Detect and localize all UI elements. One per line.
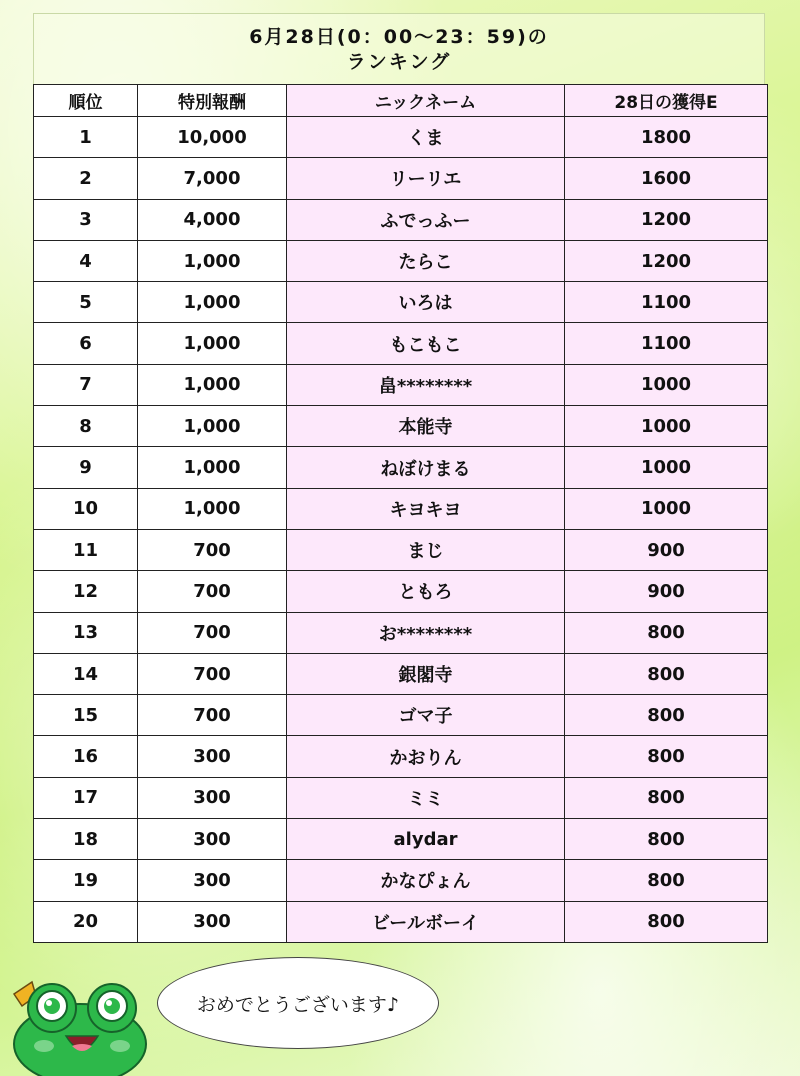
page-title: [33, 13, 765, 84]
rank-cell: 13: [34, 612, 138, 653]
table-row: [34, 736, 768, 777]
rank-cell: 4: [34, 240, 138, 281]
table-row: [34, 117, 768, 158]
table-row: [34, 860, 768, 901]
earned-cell: 800: [565, 612, 768, 653]
reward-cell: 4,000: [138, 199, 287, 240]
nickname-cell: まじ: [287, 529, 565, 570]
earned-cell: 1000: [565, 488, 768, 529]
header-reward: 特別報酬: [138, 85, 287, 117]
nickname-cell: ミミ: [287, 777, 565, 818]
reward-cell: 300: [138, 736, 287, 777]
nickname-cell: alydar: [287, 819, 565, 860]
header-earned: 28日の獲得E: [565, 85, 768, 117]
rank-cell: 19: [34, 860, 138, 901]
rank-cell: 9: [34, 447, 138, 488]
reward-cell: 300: [138, 860, 287, 901]
header-nickname: ニックネーム: [287, 85, 565, 117]
table-row: [34, 653, 768, 694]
table-row: [34, 488, 768, 529]
rank-cell: 11: [34, 529, 138, 570]
reward-cell: 1,000: [138, 282, 287, 323]
table-row: [34, 282, 768, 323]
reward-cell: 700: [138, 612, 287, 653]
reward-cell: 1,000: [138, 406, 287, 447]
reward-cell: 10,000: [138, 117, 287, 158]
table-row: [34, 240, 768, 281]
table-row: [34, 447, 768, 488]
earned-cell: 1200: [565, 240, 768, 281]
table-row: [34, 695, 768, 736]
rank-cell: 8: [34, 406, 138, 447]
speech-bubble-text: おめでとうございます♪: [196, 993, 400, 1016]
reward-cell: 1,000: [138, 323, 287, 364]
nickname-cell: かなぴょん: [287, 860, 565, 901]
nickname-cell: 銀閣寺: [287, 653, 565, 694]
nickname-cell: もこもこ: [287, 323, 565, 364]
nickname-cell: いろは: [287, 282, 565, 323]
title-line-2: ランキング: [346, 51, 452, 73]
reward-cell: 300: [138, 819, 287, 860]
rank-cell: 16: [34, 736, 138, 777]
nickname-cell: お********: [287, 612, 565, 653]
reward-cell: 1,000: [138, 488, 287, 529]
speech-bubble: [157, 957, 439, 1049]
rank-cell: 7: [34, 364, 138, 405]
earned-cell: 1800: [565, 117, 768, 158]
reward-cell: 700: [138, 571, 287, 612]
earned-cell: 1000: [565, 406, 768, 447]
rank-cell: 12: [34, 571, 138, 612]
earned-cell: 900: [565, 529, 768, 570]
reward-cell: 1,000: [138, 447, 287, 488]
reward-cell: 700: [138, 695, 287, 736]
table-row: [34, 323, 768, 364]
earned-cell: 1200: [565, 199, 768, 240]
rank-cell: 17: [34, 777, 138, 818]
earned-cell: 1100: [565, 282, 768, 323]
rank-cell: 5: [34, 282, 138, 323]
nickname-cell: キヨキヨ: [287, 488, 565, 529]
nickname-cell: ゴマ子: [287, 695, 565, 736]
nickname-cell: ねぼけまる: [287, 447, 565, 488]
nickname-cell: ともろ: [287, 571, 565, 612]
rank-cell: 2: [34, 158, 138, 199]
table-body: [34, 117, 768, 943]
nickname-cell: 畠********: [287, 364, 565, 405]
table-row: [34, 612, 768, 653]
earned-cell: 1600: [565, 158, 768, 199]
rank-cell: 18: [34, 819, 138, 860]
earned-cell: 800: [565, 695, 768, 736]
reward-cell: 300: [138, 777, 287, 818]
rank-cell: 20: [34, 901, 138, 942]
table-header-row: [34, 85, 768, 117]
table-row: [34, 901, 768, 942]
reward-cell: 7,000: [138, 158, 287, 199]
nickname-cell: ビールボーイ: [287, 901, 565, 942]
table-row: [34, 364, 768, 405]
earned-cell: 1000: [565, 447, 768, 488]
nickname-cell: かおりん: [287, 736, 565, 777]
rank-cell: 10: [34, 488, 138, 529]
table-row: [34, 819, 768, 860]
earned-cell: 900: [565, 571, 768, 612]
earned-cell: 1000: [565, 364, 768, 405]
rank-cell: 14: [34, 653, 138, 694]
nickname-cell: 本能寺: [287, 406, 565, 447]
nickname-cell: たらこ: [287, 240, 565, 281]
earned-cell: 800: [565, 860, 768, 901]
table-row: [34, 571, 768, 612]
title-line-1: 6月28日(0：00～23：59)の: [249, 26, 549, 48]
earned-cell: 800: [565, 777, 768, 818]
table-row: [34, 406, 768, 447]
table-row: [34, 529, 768, 570]
reward-cell: 1,000: [138, 240, 287, 281]
nickname-cell: ふでっふー: [287, 199, 565, 240]
earned-cell: 800: [565, 819, 768, 860]
rank-cell: 15: [34, 695, 138, 736]
earned-cell: 1100: [565, 323, 768, 364]
table-row: [34, 158, 768, 199]
rank-cell: 3: [34, 199, 138, 240]
rank-cell: 6: [34, 323, 138, 364]
rank-cell: 1: [34, 117, 138, 158]
nickname-cell: リーリエ: [287, 158, 565, 199]
earned-cell: 800: [565, 901, 768, 942]
table-row: [34, 199, 768, 240]
ranking-table: [33, 84, 768, 943]
reward-cell: 1,000: [138, 364, 287, 405]
reward-cell: 300: [138, 901, 287, 942]
frog-mascot-icon: [8, 972, 150, 1076]
header-rank: 順位: [34, 85, 138, 117]
reward-cell: 700: [138, 529, 287, 570]
reward-cell: 700: [138, 653, 287, 694]
ranking-sheet: [33, 13, 765, 943]
table-row: [34, 777, 768, 818]
earned-cell: 800: [565, 736, 768, 777]
nickname-cell: くま: [287, 117, 565, 158]
earned-cell: 800: [565, 653, 768, 694]
